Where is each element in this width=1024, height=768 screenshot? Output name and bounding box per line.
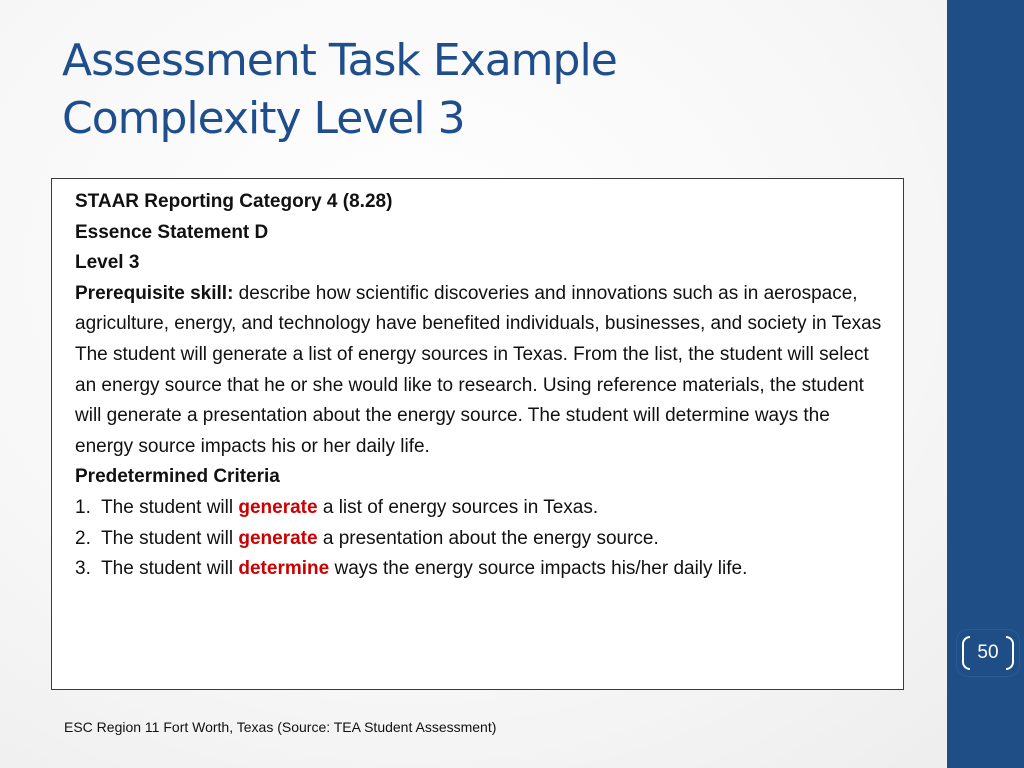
page-number-badge (957, 630, 1019, 676)
criteria-verb: generate (238, 527, 318, 549)
criteria-heading: Predetermined Criteria (75, 466, 280, 488)
criteria-list (75, 493, 887, 585)
task-description: The student will generate a list of energy sources in Texas. From the list, the student will select an energy source that he or she would like to research. Using reference materials, the student will generate a presentation about the energy source. The student will determine ways the energy source impacts his or her daily life. (75, 343, 869, 457)
criteria-number: 3. (75, 558, 91, 580)
criteria-item (75, 524, 887, 555)
prerequisite-skill (75, 279, 887, 340)
page-number: 50 (977, 642, 999, 663)
slide-title (62, 32, 617, 148)
criteria-number: 2. (75, 527, 91, 549)
slide-title-line-1: Assessment Task Example (62, 35, 617, 86)
criteria-text-before: The student will (90, 496, 239, 518)
criteria-item (75, 554, 887, 585)
criteria-text-after: a list of energy sources in Texas. (317, 496, 599, 518)
criteria-text-after: a presentation about the energy source. (317, 527, 659, 549)
prerequisite-label: Prerequisite skill: (75, 282, 234, 304)
reporting-category: STAAR Reporting Category 4 (8.28) (75, 191, 393, 212)
content-box (51, 178, 904, 690)
criteria-verb: generate (238, 496, 318, 518)
criteria-item (75, 493, 887, 524)
criteria-text-before: The student will (90, 558, 239, 580)
footer-source: ESC Region 11 Fort Worth, Texas (Source: TEA Student Assessment) (64, 719, 497, 735)
criteria-number: 1. (75, 496, 91, 518)
criteria-text-before: The student will (90, 527, 239, 549)
level-label: Level 3 (75, 252, 140, 274)
slide-title-line-2: Complexity Level 3 (62, 93, 465, 144)
essence-statement: Essence Statement D (75, 221, 269, 243)
criteria-text-after: ways the energy source impacts his/her daily life. (329, 558, 748, 580)
criteria-verb: determine (238, 558, 330, 580)
prerequisite-text: describe how scientific discoveries and innovations such as in aerospace, agriculture, energy, and technology have benefited individuals, businesses, and society in Texas (75, 282, 882, 335)
